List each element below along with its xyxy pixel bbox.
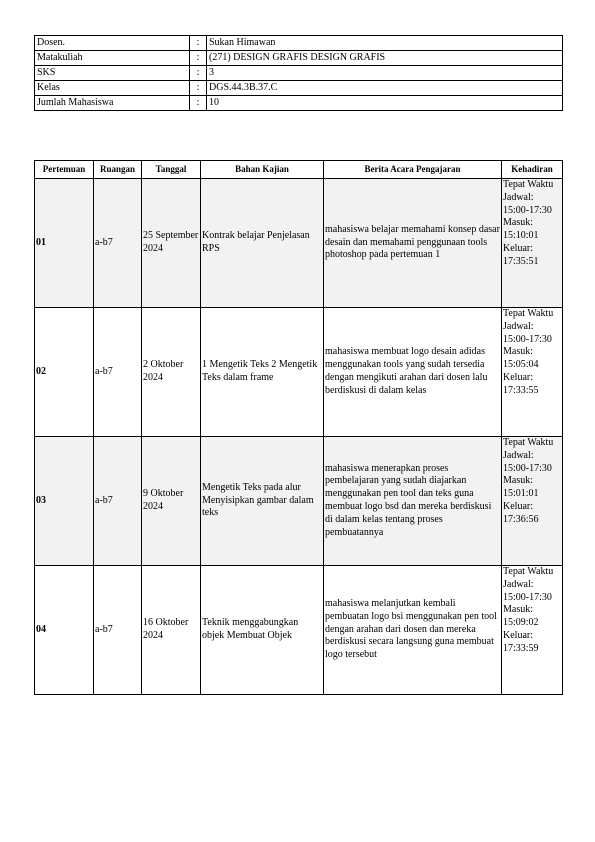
cell-berita-acara: mahasiswa melanjutkan kembali pembuatan logo bsi menggunakan pen tool dengan arahan dari dosen dan mereka berdiskusi secara langsung guna membuat logo tersebut: [324, 566, 502, 695]
attendance-status: Tepat Waktu: [503, 179, 554, 190]
cell-berita-acara: mahasiswa belajar memahami konsep dasar desain dan memahami penggunaan tools photoshop pada pertemuan 1: [324, 179, 502, 308]
info-value: 10: [207, 96, 563, 111]
cell-bahan-kajian: Mengetik Teks pada alur Menyisipkan gambar dalam teks: [201, 437, 324, 566]
info-label: Jumlah Mahasiswa: [35, 96, 190, 111]
cell-tanggal: 16 Oktober 2024: [142, 566, 201, 695]
cell-berita-acara: mahasiswa membuat logo desain adidas menggunakan tools yang sudah tersedia dengan mengikuti arahan dari dosen lalu berdiskusi di dalam kelas: [324, 308, 502, 437]
info-colon: :: [190, 96, 207, 111]
meeting-table: [34, 160, 563, 695]
info-colon: :: [190, 36, 207, 51]
cell-pertemuan: 02: [35, 308, 94, 437]
info-row-jumlah-mahasiswa: [35, 96, 563, 111]
info-row-dosen: [35, 36, 563, 51]
table-row: [35, 179, 563, 308]
info-row-matakuliah: [35, 51, 563, 66]
info-row-kelas: [35, 81, 563, 96]
attendance-schedule: Jadwal: 15:00-17:30: [503, 578, 552, 603]
attendance-out: Keluar: 17:33:55: [503, 371, 539, 396]
header-tanggal: Tanggal: [142, 161, 201, 179]
attendance-out: Keluar: 17:35:51: [503, 242, 539, 267]
attendance-schedule: Jadwal: 15:00-17:30: [503, 191, 552, 216]
header-pertemuan: Pertemuan: [35, 161, 94, 179]
attendance-status: Tepat Waktu: [503, 308, 554, 319]
cell-ruangan: a-b7: [94, 566, 142, 695]
cell-pertemuan: 01: [35, 179, 94, 308]
info-value: DGS.44.3B.37.C: [207, 81, 563, 96]
attendance-in: Masuk: 15:09:02: [503, 604, 539, 629]
info-value: 3: [207, 66, 563, 81]
header-berita-acara: Berita Acara Pengajaran: [324, 161, 502, 179]
attendance-status: Tepat Waktu: [503, 566, 554, 577]
info-colon: :: [190, 51, 207, 66]
header-kehadiran: Kehadiran: [502, 161, 563, 179]
attendance-schedule: Jadwal: 15:00-17:30: [503, 320, 552, 345]
cell-kehadiran: [502, 179, 563, 308]
course-info-table: [34, 35, 563, 111]
info-row-sks: [35, 66, 563, 81]
info-value: (271) DESIGN GRAFIS DESIGN GRAFIS: [207, 51, 563, 66]
cell-bahan-kajian: Teknik menggabungkan objek Membuat Objek: [201, 566, 324, 695]
cell-kehadiran: [502, 437, 563, 566]
cell-kehadiran: [502, 566, 563, 695]
cell-ruangan: a-b7: [94, 308, 142, 437]
attendance-status: Tepat Waktu: [503, 437, 554, 448]
header-bahan-kajian: Bahan Kajian: [201, 161, 324, 179]
cell-ruangan: a-b7: [94, 437, 142, 566]
cell-tanggal: 9 Oktober 2024: [142, 437, 201, 566]
cell-pertemuan: 03: [35, 437, 94, 566]
cell-bahan-kajian: Kontrak belajar Penjelasan RPS: [201, 179, 324, 308]
attendance-in: Masuk: 15:01:01: [503, 475, 539, 500]
cell-tanggal: 2 Oktober 2024: [142, 308, 201, 437]
table-row: [35, 308, 563, 437]
cell-ruangan: a-b7: [94, 179, 142, 308]
info-label: Dosen.: [35, 36, 190, 51]
attendance-out: Keluar: 17:36:56: [503, 500, 539, 525]
attendance-in: Masuk: 15:05:04: [503, 346, 539, 371]
table-row: [35, 437, 563, 566]
cell-tanggal: 25 September 2024: [142, 179, 201, 308]
meeting-table-header: [35, 161, 563, 179]
cell-kehadiran: [502, 308, 563, 437]
attendance-out: Keluar: 17:33:59: [503, 629, 539, 654]
cell-berita-acara: mahasiswa menerapkan proses pembelajaran yang sudah diajarkan menggunakan pen tool dan teks guna membuat logo bsd dan mereka berdiskusi di dalam kelas tentang proses pembuatannya: [324, 437, 502, 566]
table-row: [35, 566, 563, 695]
info-label: Kelas: [35, 81, 190, 96]
info-label: Matakuliah: [35, 51, 190, 66]
info-colon: :: [190, 66, 207, 81]
cell-bahan-kajian: 1 Mengetik Teks 2 Mengetik Teks dalam frame: [201, 308, 324, 437]
info-value: Sukan Himawan: [207, 36, 563, 51]
attendance-in: Masuk: 15:10:01: [503, 217, 539, 242]
cell-pertemuan: 04: [35, 566, 94, 695]
info-colon: :: [190, 81, 207, 96]
attendance-schedule: Jadwal: 15:00-17:30: [503, 449, 552, 474]
info-label: SKS: [35, 66, 190, 81]
header-ruangan: Ruangan: [94, 161, 142, 179]
